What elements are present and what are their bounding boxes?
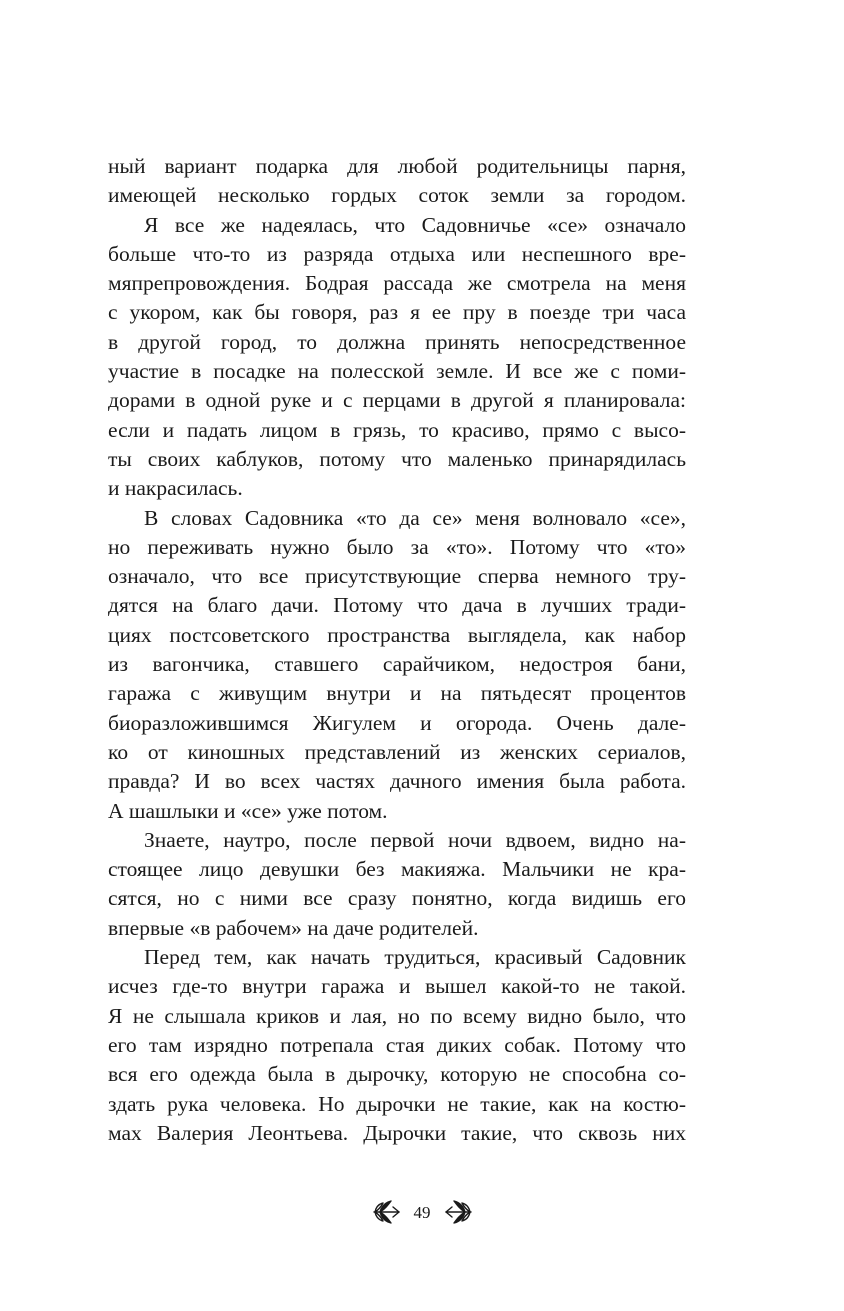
text-line: циях постсоветского пространства выглядела, как набор <box>108 622 686 647</box>
text-line: мяпрепровождения. Бодрая рассада же смотрела на меня <box>108 271 686 296</box>
text-line: дорами в одной руке и с перцами в другой я планировала: <box>108 388 686 413</box>
text-line: имеющей несколько гордых соток земли за городом. <box>108 183 686 208</box>
text-line: Я не слышала криков и лая, но по всему видно было, что <box>108 1003 686 1028</box>
text-line: ко от киношных представлений из женских сериалов, <box>108 739 686 764</box>
text-line: гаража с живущим внутри и на пятьдесят процентов <box>108 681 686 706</box>
text-line: дятся на благо дачи. Потому что дача в лучших тради- <box>108 593 686 618</box>
text-line: но переживать нужно было за «то». Потому что «то» <box>108 534 686 559</box>
text-line: исчез где-то внутри гаража и вышел какой-то не такой. <box>108 974 686 999</box>
page-number: 49 <box>413 1203 431 1222</box>
text-line: Перед тем, как начать трудиться, красивый Садовник <box>144 945 686 970</box>
body-text <box>108 152 686 1148</box>
text-line: мах Валерия Леонтьева. Дырочки такие, что сквозь них <box>108 1120 686 1145</box>
text-line: ный вариант подарка для любой родительницы парня, <box>108 154 686 178</box>
leaf-sprig-icon <box>441 1195 475 1229</box>
text-line: биоразложившимся Жигулем и огорода. Очень дале- <box>108 710 686 735</box>
text-line: больше что-то из разряда отдыха или неспешного вре- <box>108 241 686 266</box>
page-footer <box>0 1192 844 1232</box>
text-line: В словах Садовника «то да се» меня волновало «се», <box>144 505 686 530</box>
text-line: сятся, но с ними все сразу понятно, когда видишь его <box>108 886 686 911</box>
text-line: если и падать лицом в грязь, то красиво, прямо с высо- <box>108 417 686 442</box>
text-line: его там изрядно потрепала стая диких собак. Потому что <box>108 1032 686 1057</box>
folio <box>370 1195 475 1229</box>
text-line: и накрасилась. <box>108 476 243 501</box>
text-line: впервые «в рабочем» на даче родителей. <box>108 915 479 940</box>
text-line: правда? И во всех частях дачного имения была работа. <box>108 769 686 794</box>
text-line: из вагончика, ставшего сарайчиком, недостроя бани, <box>108 652 686 677</box>
text-line: стоящее лицо девушки без макияжа. Мальчики не кра- <box>108 857 686 882</box>
text-line: Знаете, наутро, после первой ночи вдвоем, видно на- <box>144 827 686 852</box>
text-line: А шашлыки и «се» уже потом. <box>108 798 388 823</box>
text-line: ты своих каблуков, потому что маленько принарядилась <box>108 446 686 471</box>
text-line: Я все же надеялась, что Садовничье «се» означало <box>144 212 686 237</box>
text-line: с укором, как бы говоря, раз я ее пру в поезде три часа <box>108 300 686 325</box>
text-line: участие в посадке на полесской земле. И все же с поми- <box>108 359 686 384</box>
text-line: здать рука человека. Но дырочки не такие, как на костю- <box>108 1091 686 1116</box>
text-line: вся его одежда была в дырочку, которую не способна со- <box>108 1062 686 1087</box>
text-line: в другой город, то должна принять непосредственное <box>108 329 686 354</box>
text-line: означало, что все присутствующие сперва немного тру- <box>108 564 686 589</box>
leaf-sprig-icon <box>370 1195 404 1229</box>
